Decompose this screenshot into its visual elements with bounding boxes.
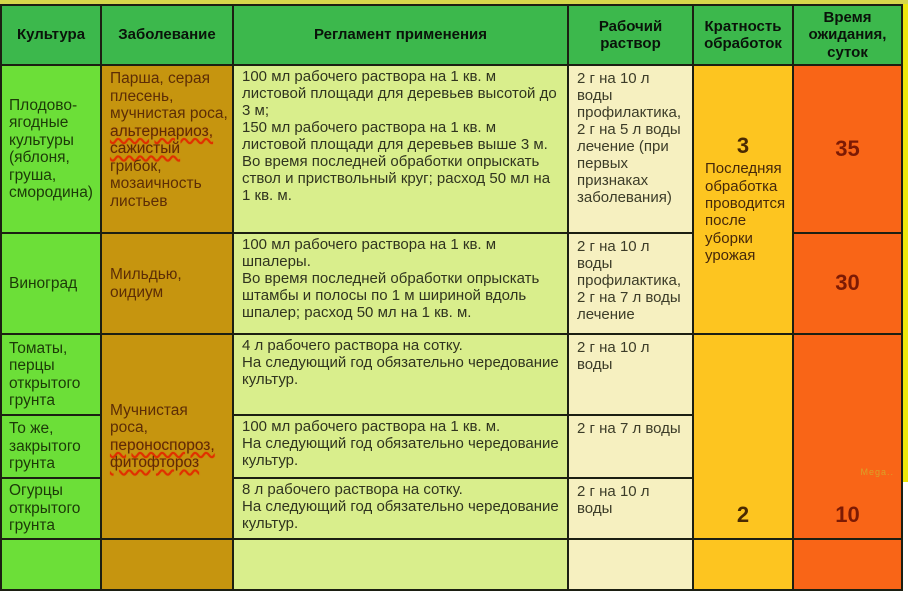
cell-disease-grapes: Мильдью, оидиум — [101, 233, 233, 334]
cell-clipped — [101, 539, 233, 590]
cell-culture-grapes: Виноград — [1, 233, 101, 334]
cell-waiting-rows-3-5 — [793, 334, 902, 539]
cell-culture-fruit-berry: Плодово-ягодные культуры (яблоня, груша, смородина) — [1, 65, 101, 233]
frequency-count: 2 — [736, 502, 750, 528]
cell-solution-greenhouse: 2 г на 7 л воды — [568, 415, 693, 478]
disease-word-misspelled: альтернариоз, — [110, 122, 214, 140]
frequency-note: Последняя обработка проводится после уборки урожая — [705, 160, 786, 265]
cell-regulation-grapes: 100 мл рабочего раствора на 1 кв. м шпалеры. Во время последней обработки опрыскать штамбы и полосы по 1 м шириной вдоль шпалер; расход 50 мл на 1 кв. м. — [233, 233, 568, 334]
header-culture: Культура — [1, 5, 101, 65]
disease-word-misspelled: сажистый — [110, 140, 181, 157]
cell-clipped — [233, 539, 568, 590]
header-regulation: Регламент применения — [233, 5, 568, 65]
header-waiting-time: Время ожидания, суток — [793, 5, 902, 65]
cell-solution-grapes: 2 г на 10 л воды профилактика, 2 г на 7 л воды лечение — [568, 233, 693, 334]
cell-disease-rows-3-5 — [101, 334, 233, 539]
table-row-tomatoes-peppers — [1, 334, 902, 415]
header-frequency: Кратность обработок — [693, 5, 793, 65]
cell-regulation-fruit-berry: 100 мл рабочего раствора на 1 кв. м листовой площади для деревьев высотой до 3 м; 150 мл рабочего раствора на 1 кв. м листовой площади для деревьев выше 3 м. Во время последней обработки опрыскать ствол и приствольный круг; расход 50 мл на 1 кв. м. — [233, 65, 568, 233]
cell-regulation-cucumbers: 8 л рабочего раствора на сотку. На следующий год обязательно чередование культур. — [233, 478, 568, 539]
header-row — [1, 5, 902, 65]
cell-culture-tomatoes-peppers: Томаты, перцы открытого грунта — [1, 334, 101, 415]
cell-solution-cucumbers: 2 г на 10 л воды — [568, 478, 693, 539]
header-disease: Заболевание — [101, 5, 233, 65]
cell-clipped — [568, 539, 693, 590]
cell-frequency-rows-3-5 — [693, 334, 793, 539]
cell-culture-greenhouse: То же, закрытого грунта — [1, 415, 101, 478]
fungicide-usage-table — [0, 4, 903, 591]
watermark: Mega.. — [860, 467, 894, 477]
cell-culture-cucumbers: Огурцы открытого грунта — [1, 478, 101, 539]
disease-text: грибок, мозаичность листьев — [110, 157, 202, 210]
header-solution: Рабочий раствор — [568, 5, 693, 65]
cell-frequency-rows-1-2 — [693, 65, 793, 334]
cell-disease-fruit-berry — [101, 65, 233, 233]
cell-clipped — [1, 539, 101, 590]
waiting-days: 10 — [835, 502, 860, 528]
cell-waiting-grapes: 30 — [793, 233, 902, 334]
cell-clipped — [693, 539, 793, 590]
cell-waiting-fruit-berry: 35 — [793, 65, 902, 233]
cell-solution-tomatoes-peppers: 2 г на 10 л воды — [568, 334, 693, 415]
cell-clipped — [793, 539, 902, 590]
frequency-count: 3 — [736, 133, 750, 159]
cell-regulation-greenhouse: 100 мл рабочего раствора на 1 кв. м. На следующий год обязательно чередование культур. — [233, 415, 568, 478]
disease-text: Мучнистая роса, — [110, 401, 188, 436]
table-row-fruit-berry — [1, 65, 902, 233]
disease-text: Парша, серая плесень, мучнистая роса, — [110, 70, 228, 122]
disease-word-misspelled: фитофтороз — [110, 454, 200, 471]
table-row-clipped — [1, 539, 902, 590]
cell-regulation-tomatoes-peppers: 4 л рабочего раствора на сотку. На следующий год обязательно чередование культур. — [233, 334, 568, 415]
disease-word-misspelled: пероноспороз, — [110, 436, 215, 454]
cell-solution-fruit-berry: 2 г на 10 л воды профилактика, 2 г на 5 л воды лечение (при первых признаках заболевания) — [568, 65, 693, 233]
